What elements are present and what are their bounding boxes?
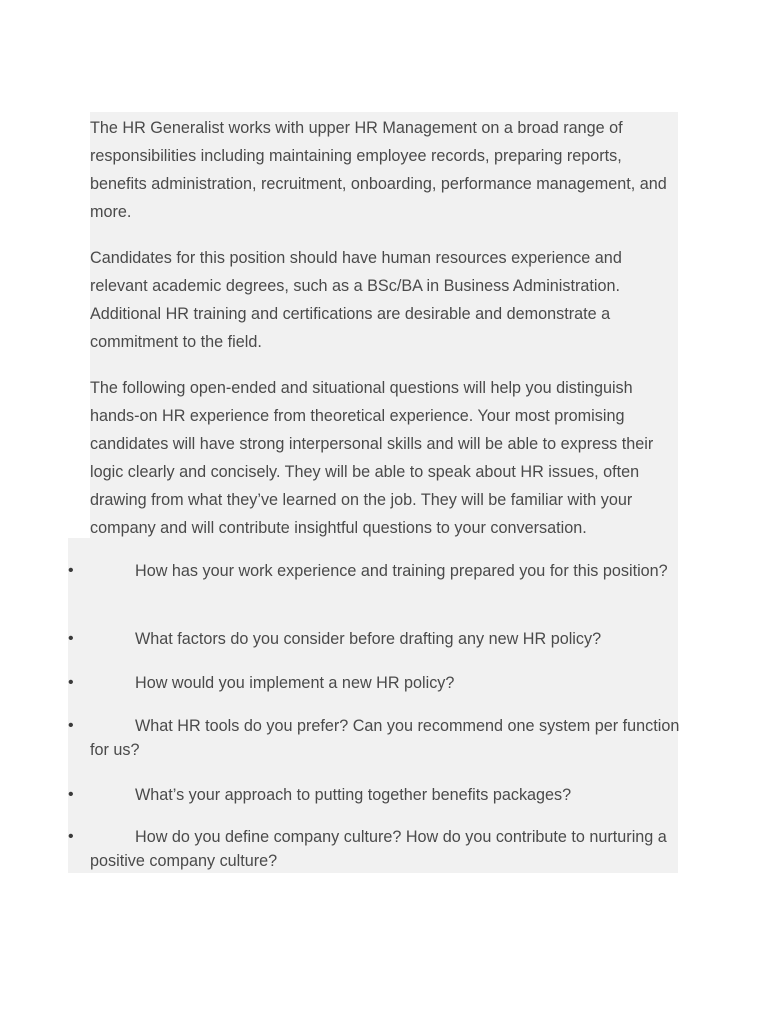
- question-list-highlight-block: [68, 538, 678, 873]
- bullet-icon: •: [68, 786, 74, 803]
- bullet-icon: •: [68, 630, 74, 647]
- bullet-icon: •: [68, 674, 74, 691]
- question-text: How would you implement a new HR policy?: [135, 674, 455, 692]
- bullet-icon: •: [68, 562, 74, 579]
- requirements-paragraph: Candidates for this position should have human resources experience and relevant academic degrees, such as a BSc/BA in Business Administration. Additional HR training and certifications are desirable and demonstrate a commitment to the field.: [90, 249, 622, 351]
- question-text: How do you define company culture? How do you contribute to nurturing a positive company culture?: [90, 828, 667, 870]
- question-text: What HR tools do you prefer? Can you recommend one system per function for us?: [90, 717, 680, 759]
- question-text: What’s your approach to putting together benefits packages?: [135, 786, 572, 804]
- bullet-icon: •: [68, 828, 74, 845]
- bullet-icon: •: [68, 717, 74, 734]
- questions-intro-paragraph: The following open-ended and situational questions will help you distinguish hands-on HR experience from theoretical experience. Your most promising candidates will have strong interpersonal skills and will be able to express their logic clearly and concisely. They will be able to speak about HR issues, often drawing from what they’ve learned on the job. They will be familiar with your company and will contribute insightful questions to your conversation.: [90, 379, 654, 537]
- question-text: How has your work experience and training prepared you for this position?: [135, 562, 668, 580]
- intro-paragraph: The HR Generalist works with upper HR Management on a broad range of responsibilities including maintaining employee records, preparing reports, benefits administration, recruitment, onboarding, performance management, and more.: [90, 119, 667, 221]
- question-text: What factors do you consider before drafting any new HR policy?: [135, 630, 602, 648]
